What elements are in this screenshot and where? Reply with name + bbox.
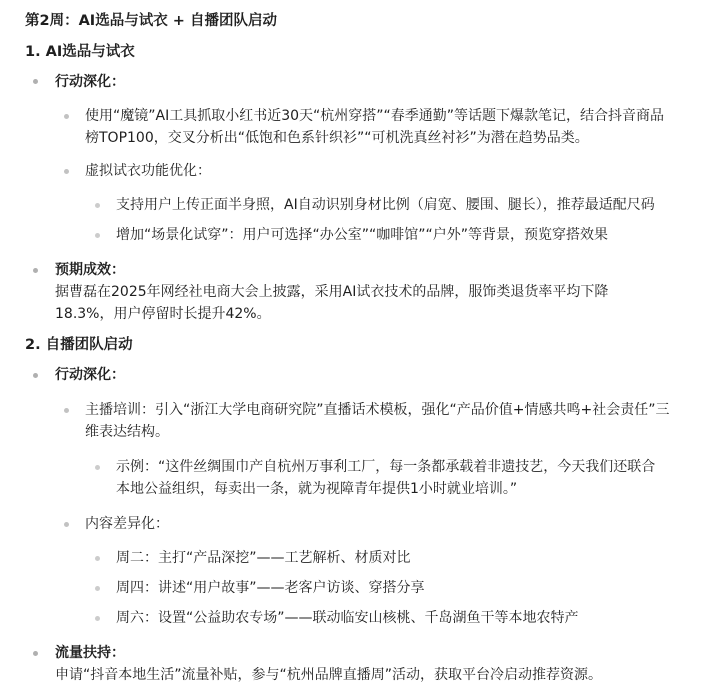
- bullet-dot: [95, 586, 100, 591]
- bullet-dot: [64, 169, 69, 174]
- bullet-dot: [95, 556, 100, 561]
- part1-item1-line1: 使用“魔镜”AI工具抓取小红书近30天“杭州穿搭”“春季通勤”等话题下爆款笔记，结合抖音商品: [85, 108, 665, 124]
- part2-traffic-line: 申请“抖音本地生活”流量补贴，参与“杭州品牌直播周”活动，获取平台冷启动推荐资源。: [55, 667, 603, 683]
- part2-day1: 周二：主打“产品深挖”——工艺解析、材质对比: [116, 550, 411, 566]
- section-title: 第2周：AI选品与试衣 + 自播团队启动: [25, 13, 277, 29]
- bullet-dot: [64, 114, 69, 119]
- bullet-dot: [95, 203, 100, 208]
- part2-heading: 2. 自播团队启动: [25, 337, 133, 353]
- part2-example-line1: 示例：“这件丝绸围巾产自杭州万事利工厂，每一条都承载着非遗技艺，今天我们还联合: [116, 459, 656, 475]
- part2-item2-label: 内容差异化：: [85, 516, 169, 532]
- part2-day2: 周四：讲述“用户故事”——老客户访谈、穿搭分享: [116, 580, 425, 596]
- part1-sub1: 支持用户上传正面半身照，AI自动识别身材比例（肩宽、腰围、腿长），推荐最适配尺码: [116, 197, 655, 213]
- bullet-dot: [33, 79, 38, 84]
- bullet-dot: [95, 465, 100, 470]
- part1-item2-label: 虚拟试衣功能优化：: [85, 163, 211, 179]
- part1-result-line2: 18.3%，用户停留时长提升42%。: [55, 306, 271, 322]
- part2-action-label: 行动深化：: [55, 367, 125, 383]
- bullet-dot: [64, 408, 69, 413]
- part1-action-label: 行动深化：: [55, 74, 125, 90]
- part1-result-line1: 据曹磊在2025年网经社电商大会上披露，采用AI试衣技术的品牌，服饰类退货率平均下降: [55, 284, 609, 300]
- part1-heading: 1. AI选品与试衣: [25, 44, 135, 60]
- part1-item1-line2: 榜TOP100，交叉分析出“低饱和色系针织衫”“可机洗真丝衬衫”为潜在趋势品类。: [85, 130, 589, 146]
- bullet-dot: [33, 268, 38, 273]
- part2-example-line2: 本地公益组织，每卖出一条，就为视障青年提供1小时就业培训。”: [116, 481, 518, 497]
- part2-item1-line2: 维表达结构。: [85, 424, 169, 440]
- part1-sub2: 增加“场景化试穿”：用户可选择“办公室”“咖啡馆”“户外”等背景，预览穿搭效果: [116, 227, 609, 243]
- part2-item1-line1: 主播培训：引入“浙江大学电商研究院”直播话术模板，强化“产品价值+情感共鸣+社会责任”三: [85, 402, 670, 418]
- part1-result-label: 预期成效：: [55, 262, 125, 278]
- bullet-dot: [33, 373, 38, 378]
- part2-traffic-label: 流量扶持：: [55, 645, 125, 661]
- bullet-dot: [95, 233, 100, 238]
- bullet-dot: [33, 651, 38, 656]
- bullet-dot: [64, 522, 69, 527]
- part2-day3: 周六：设置“公益助农专场”——联动临安山核桃、千岛湖鱼干等本地农特产: [116, 610, 579, 626]
- bullet-dot: [95, 616, 100, 621]
